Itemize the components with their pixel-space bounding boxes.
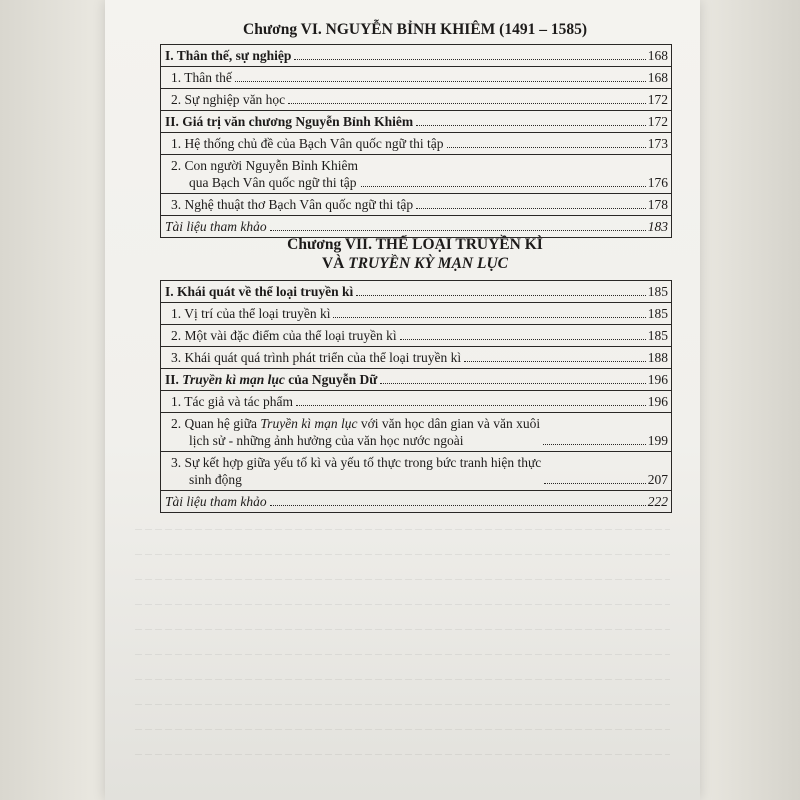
- toc-entry: [161, 303, 671, 325]
- toc-entry-page: 172: [647, 92, 668, 107]
- leader-dots: [356, 295, 645, 296]
- chapter-6-title: Chương VI. NGUYỄN BỈNH KHIÊM (1491 – 1585): [243, 21, 587, 38]
- bleed-through-text: [105, 505, 700, 800]
- toc-entry-page: 185: [647, 306, 668, 321]
- book-page: [105, 0, 700, 800]
- toc-entry: [161, 133, 671, 155]
- toc-entry: [161, 67, 671, 89]
- toc-entry-page: 168: [647, 48, 668, 63]
- leader-dots: [447, 147, 646, 148]
- toc-entry-label: [165, 454, 541, 488]
- toc-entry-label-work: Truyền kì mạn lục: [260, 416, 358, 431]
- toc-entry-page: 172: [647, 114, 668, 129]
- toc-entry-label: Tài liệu tham khảo: [165, 494, 267, 509]
- leader-dots: [361, 186, 646, 187]
- toc-entry-label: [165, 371, 377, 388]
- toc-entry-label: 1. Hệ thống chủ đề của Bạch Vân quốc ngữ thi tập: [171, 136, 444, 151]
- toc-entry-label-line2: lịch sử - những ảnh hưởng của văn học nước ngoài: [189, 433, 464, 448]
- toc-entry-label: 1. Vị trí của thể loại truyền kì: [171, 306, 331, 321]
- toc-entry-label-prefix: 2. Quan hệ giữa: [171, 416, 261, 431]
- toc-entry: [161, 194, 671, 216]
- toc-entry-label: [165, 157, 358, 191]
- toc-entry: [161, 45, 671, 67]
- toc-entry-label-line2: qua Bạch Vân quốc ngữ thi tập: [189, 175, 357, 190]
- leader-dots: [235, 81, 646, 82]
- toc-entry-page: 176: [647, 175, 668, 190]
- toc-entry: [161, 281, 671, 303]
- leader-dots: [544, 483, 645, 484]
- toc-entry: [161, 452, 671, 491]
- toc-entry-page: 196: [647, 372, 668, 387]
- toc-entry-label-line1: 3. Sự kết hợp giữa yếu tố kì và yếu tố thực trong bức tranh hiện thực: [171, 455, 542, 470]
- leader-dots: [416, 208, 646, 209]
- toc-entry-label: [165, 415, 540, 449]
- toc-entry: [161, 111, 671, 133]
- leader-dots: [400, 339, 646, 340]
- toc-entry-label: Tài liệu tham khảo: [165, 219, 267, 234]
- toc-entry-label: 3. Khái quát quá trình phát triển của thể loại truyền kì: [171, 350, 462, 365]
- leader-dots: [543, 444, 646, 445]
- toc-entry-label: I. Thân thế, sự nghiệp: [165, 48, 292, 63]
- toc-entry-label: 2. Sự nghiệp văn học: [171, 92, 286, 107]
- toc-entry-label-line2: sinh động: [189, 472, 242, 487]
- toc-entry-label: I. Khái quát về thể loại truyền kì: [165, 284, 354, 299]
- leader-dots: [380, 383, 645, 384]
- toc-entry: [161, 391, 671, 413]
- leader-dots: [270, 505, 646, 506]
- toc-entry-page: 183: [647, 219, 668, 234]
- chapter-7-title: [160, 235, 670, 273]
- toc-entry-label: 1. Tác giả và tác phẩm: [171, 394, 293, 409]
- toc-entry-page: 222: [647, 494, 668, 509]
- toc-entry-page: 185: [647, 284, 668, 299]
- toc-entry-label-prefix: II.: [165, 372, 183, 387]
- toc-entry-page: 168: [647, 70, 668, 85]
- chapter-6-toc: [160, 44, 672, 238]
- leader-dots: [416, 125, 646, 126]
- leader-dots: [294, 59, 645, 60]
- toc-entry: [161, 325, 671, 347]
- leader-dots: [270, 230, 646, 231]
- toc-entry: [161, 347, 671, 369]
- toc-entry-label-line1: 2. Con người Nguyễn Bỉnh Khiêm: [171, 158, 358, 173]
- chapter-7-toc: [160, 280, 672, 513]
- toc-entry-page: 188: [647, 350, 668, 365]
- toc-entry-page: 199: [647, 433, 668, 448]
- leader-dots: [288, 103, 646, 104]
- chapter-7-title-prefix: VÀ: [321, 255, 349, 272]
- chapter-7-title-line2: [160, 254, 670, 273]
- toc-entry-page: 207: [647, 472, 668, 487]
- leader-dots: [464, 361, 646, 362]
- toc-entry-label: 3. Nghệ thuật thơ Bạch Vân quốc ngữ thi tập: [171, 197, 414, 212]
- toc-entry-label-line1: [171, 416, 540, 431]
- toc-entry-page: 173: [647, 136, 668, 151]
- toc-entry-page: 196: [647, 394, 668, 409]
- toc-entry-label: II. Giá trị văn chương Nguyễn Bỉnh Khiêm: [165, 114, 414, 129]
- toc-entry: [161, 413, 671, 452]
- toc-entry-label-work: Truyền kì mạn lục: [182, 372, 285, 387]
- toc-entry-label: 2. Một vài đặc điểm của thể loại truyền kì: [171, 328, 397, 343]
- toc-entry-label-suffix: với văn học dân gian và văn xuôi: [357, 416, 541, 431]
- toc-entry-label: 1. Thân thế: [171, 70, 232, 85]
- chapter-7-title-line1: Chương VII. THỂ LOẠI TRUYỀN KÌ: [287, 236, 543, 253]
- chapter-7-title-work: TRUYỀN KỲ MẠN LỤC: [348, 255, 508, 272]
- toc-entry: [161, 491, 671, 512]
- toc-entry: [161, 369, 671, 391]
- leader-dots: [333, 317, 645, 318]
- toc-entry: [161, 216, 671, 237]
- toc-entry-page: 185: [647, 328, 668, 343]
- toc-entry: [161, 89, 671, 111]
- toc-entry: [161, 155, 671, 194]
- toc-entry-page: 178: [647, 197, 668, 212]
- toc-entry-label-suffix: của Nguyễn Dữ: [284, 372, 378, 387]
- leader-dots: [296, 405, 646, 406]
